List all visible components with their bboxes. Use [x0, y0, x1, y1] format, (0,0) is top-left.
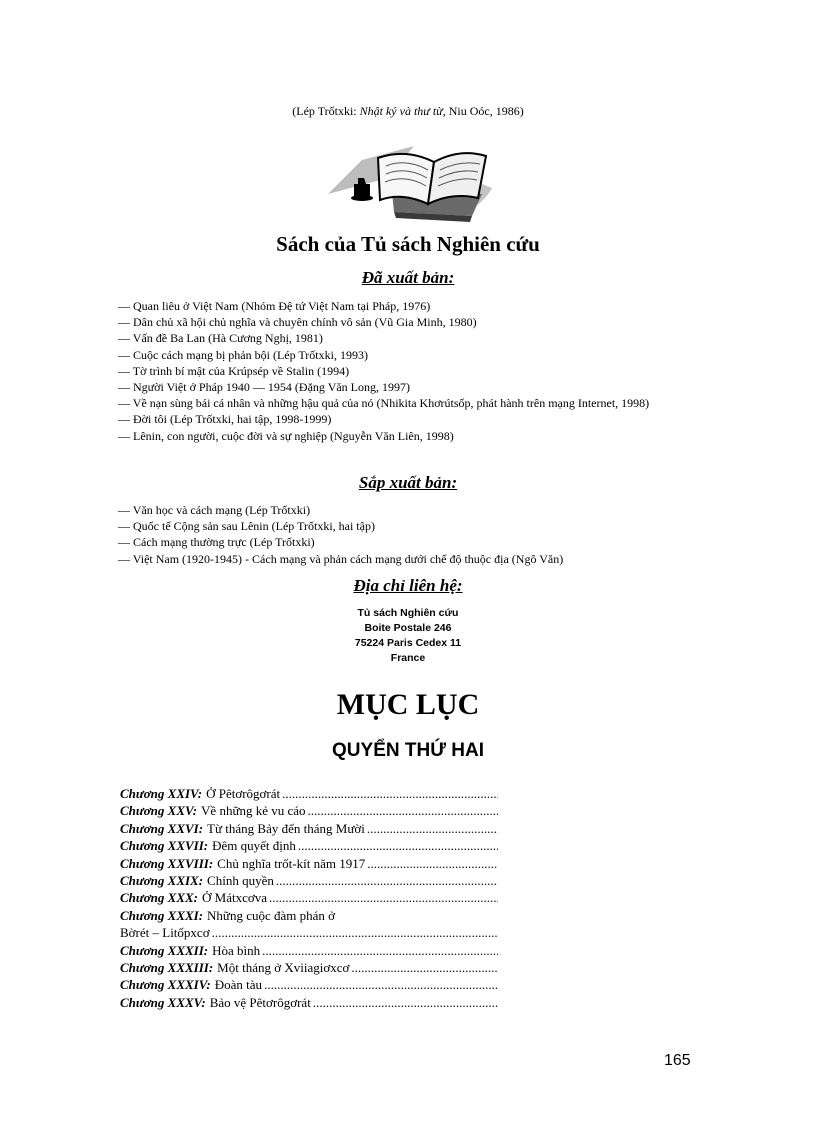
published-heading: Đã xuất bản:: [361, 268, 455, 287]
toc-leader-dots: [282, 785, 498, 802]
address-line: 75224 Paris Cedex 11: [354, 637, 462, 649]
toc-entry: [120, 976, 498, 993]
toc-entry-text: Những cuộc đàm phán ở: [207, 907, 336, 923]
toc-entry: [120, 907, 498, 924]
open-book-illustration: [322, 132, 498, 228]
list-item: — Người Việt ở Pháp 1940 — 1954 (Đặng Văn Long, 1997): [118, 380, 411, 395]
toc-entry-label: Chương XXIX:: [120, 873, 204, 889]
list-item: — Cách mạng thường trực (Lép Trốtxki): [118, 535, 315, 550]
list-item: — Việt Nam (1920-1945) - Cách mạng và phản cách mạng dưới chế độ thuộc địa (Ngô Văn): [118, 551, 564, 566]
toc-leader-dots: [298, 837, 498, 854]
toc-leader-dots: [367, 855, 498, 872]
toc-entry-text: Hòa bình: [212, 942, 261, 958]
toc-entry-label: Chương XXVIII:: [120, 855, 214, 871]
toc-subtitle: QUYỂN THỨ HAI: [332, 740, 484, 761]
list-item: — Về nạn sùng bái cá nhân và những hậu quả của nó (Nhikita Khơrútsốp, phát hành trên mạng Internet, 1998): [118, 396, 650, 411]
citation-suffix: , Niu Oóc, 1986): [442, 104, 524, 118]
toc-entry-text: Bờrét – Litốpxcơ: [120, 925, 210, 941]
toc-entry-text: Chính quyền: [207, 873, 274, 889]
toc-entry-label: Chương XXXI:: [120, 907, 204, 923]
toc-title: MỤC LỤC: [336, 688, 480, 721]
toc-entry-text: Bảo vệ Pêtơrôgơrát: [209, 994, 311, 1010]
toc-entry-label: Chương XXVII:: [120, 838, 209, 854]
toc-entry-text: Ở Pêtơrôgơrát: [206, 786, 281, 801]
published-list: [118, 298, 688, 444]
toc-entry-label: Chương XXXII:: [120, 942, 209, 958]
toc-entry: [120, 785, 498, 802]
toc-entry-text: Đêm quyết định: [212, 838, 296, 854]
toc-leader-dots: [269, 889, 498, 906]
toc-entry-text: Ở Mátxcơva: [202, 890, 267, 906]
list-item: — Đời tôi (Lép Trốtxki, hai tập, 1998-1999): [118, 412, 332, 427]
contact-address: [0, 606, 816, 666]
list-item: — Văn học và cách mạng (Lép Trốtxki): [118, 503, 311, 517]
toc-entry: [120, 994, 498, 1011]
toc-entry-label: Chương XXXIV:: [120, 977, 211, 993]
page-number: 165: [664, 1052, 691, 1069]
list-item: — Lênin, con người, cuộc đời và sự nghiệp (Nguyễn Văn Liên, 1998): [118, 428, 454, 443]
toc-entry: [120, 820, 498, 837]
toc-entry-text: Về những kẻ vu cáo: [201, 803, 306, 819]
contact-heading: Địa chỉ liên hệ:: [353, 576, 463, 595]
list-item: — Quan liêu ở Việt Nam (Nhóm Đệ tứ Việt Nam tại Pháp, 1976): [118, 299, 431, 313]
toc-entry-text: Một tháng ở Xviiagiơxcơ: [217, 960, 350, 976]
toc-entry: [120, 889, 498, 906]
toc-entry: [120, 872, 498, 889]
address-line: France: [390, 652, 426, 664]
toc-entry-text: Từ tháng Bảy đến tháng Mười: [207, 820, 365, 836]
toc-entry-label: Chương XXXV:: [120, 994, 206, 1010]
toc-entry: [120, 942, 498, 959]
toc-entry-text: Chủ nghĩa trốt-kít năm 1917: [217, 855, 366, 871]
toc-entry-continuation: [120, 924, 498, 941]
citation: [0, 104, 816, 119]
address-line: Tủ sách Nghiên cứu: [357, 607, 459, 619]
toc-leader-dots: [262, 942, 498, 959]
forthcoming-heading: Sắp xuất bản:: [358, 473, 458, 492]
toc-entry: [120, 855, 498, 872]
list-item: — Tờ trình bí mật của Krúpsép về Stalin (1994): [118, 363, 350, 378]
page-title: Sách của Tủ sách Nghiên cứu: [276, 232, 540, 256]
toc-entry: [120, 837, 498, 854]
toc-entry-label: Chương XXIV:: [120, 786, 203, 801]
citation-prefix: (Lép Trốtxki:: [292, 104, 360, 118]
table-of-contents: [120, 785, 498, 1011]
list-item: — Cuộc cách mạng bị phản bội (Lép Trốtxki, 1993): [118, 347, 368, 362]
toc-entry: [120, 959, 498, 976]
toc-leader-dots: [276, 872, 498, 889]
toc-leader-dots: [264, 976, 498, 993]
citation-title: Nhật ký và thư từ: [359, 104, 443, 118]
toc-entry: [120, 802, 498, 819]
toc-entry-label: Chương XXX:: [120, 890, 198, 906]
toc-entry-label: Chương XXVI:: [120, 820, 204, 836]
toc-leader-dots: [313, 994, 498, 1011]
toc-leader-dots: [367, 820, 498, 837]
toc-leader-dots: [308, 802, 498, 819]
toc-entry-label: Chương XXV:: [120, 803, 198, 819]
forthcoming-list: [118, 502, 688, 567]
address-line: Boite Postale 246: [364, 622, 452, 634]
toc-entry-label: Chương XXXIII:: [120, 960, 214, 976]
toc-leader-dots: [351, 959, 498, 976]
list-item: — Quốc tế Cộng sản sau Lênin (Lép Trốtxki, hai tập): [118, 519, 375, 534]
list-item: — Dân chủ xã hội chủ nghĩa và chuyên chính vô sản (Vũ Gia Minh, 1980): [118, 315, 477, 330]
list-item: — Vấn đề Ba Lan (Hà Cương Nghị, 1981): [118, 331, 323, 346]
toc-entry-text: Đoàn tàu: [214, 977, 263, 993]
toc-leader-dots: [212, 924, 498, 941]
